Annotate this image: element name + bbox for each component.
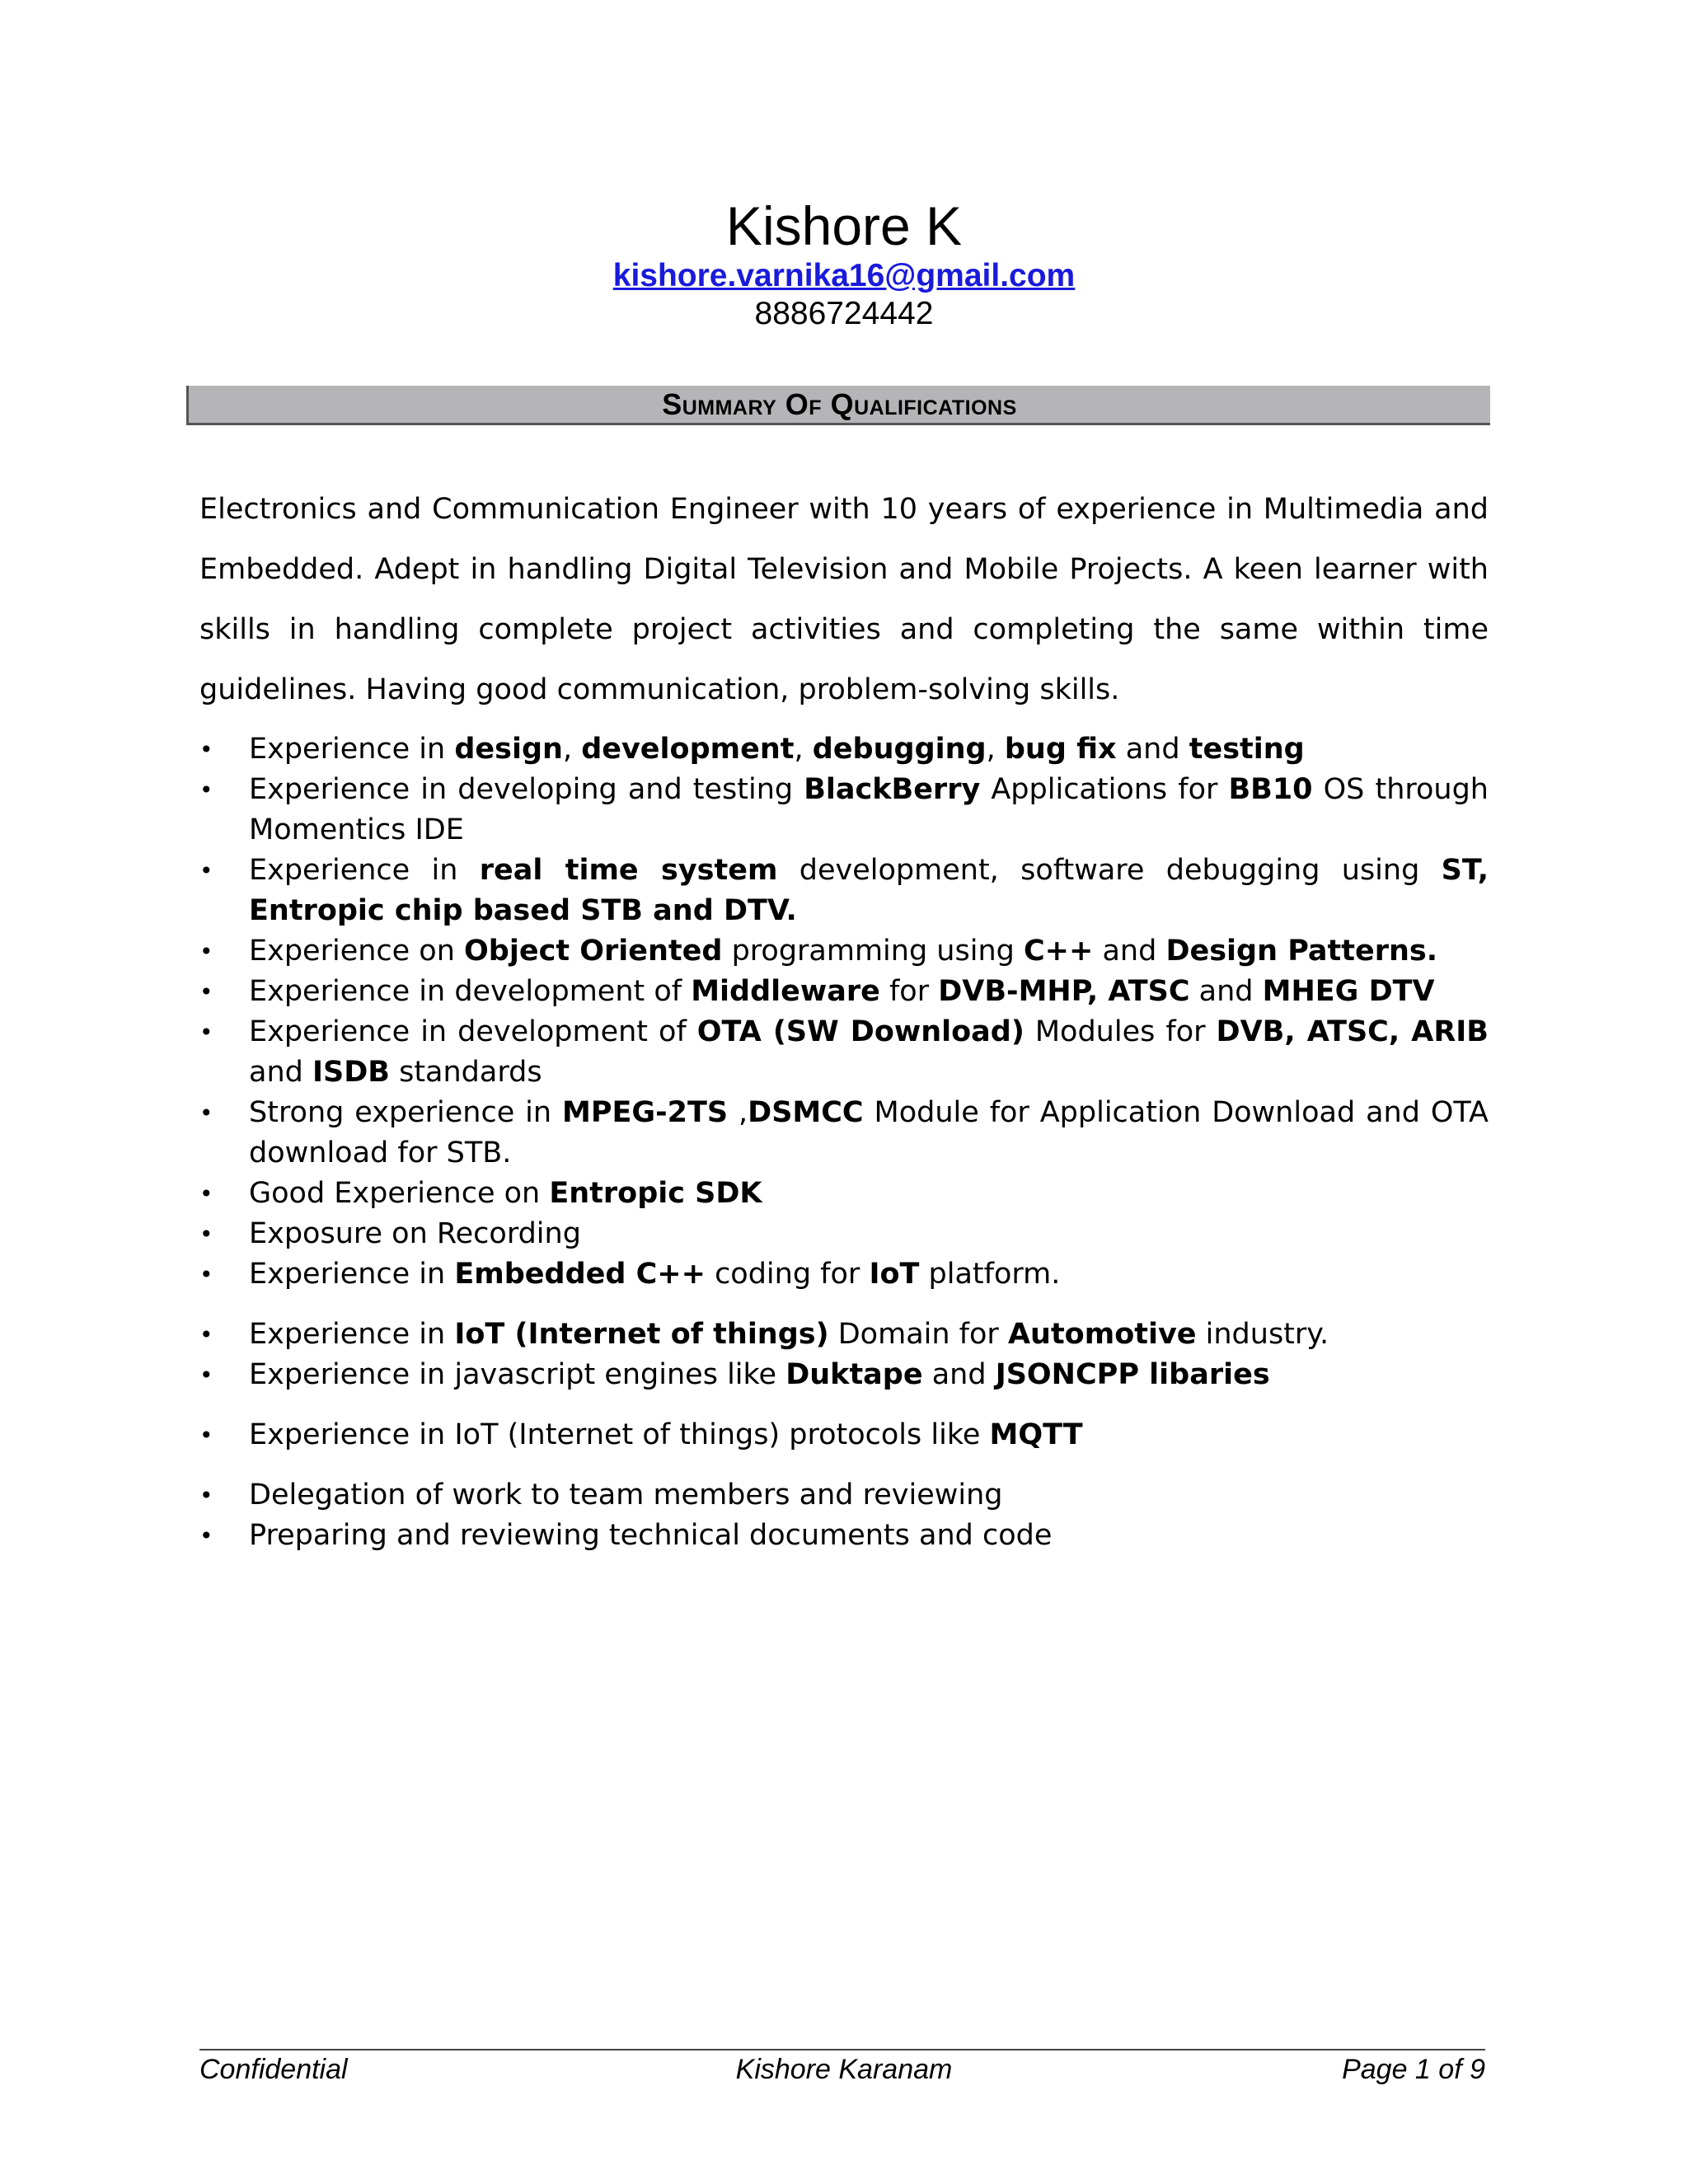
resume-header [0,196,1688,332]
qualification-item [199,1516,1489,1556]
item-text: Experience in [249,1258,455,1291]
bold-text: design [454,733,563,766]
bold-text: JSONCPP libaries [995,1358,1270,1391]
bullet-icon: • [199,736,213,763]
bold-text: Embedded C++ [454,1258,706,1291]
bullet-icon: • [199,1180,213,1207]
bold-text: DVB-MHP, ATSC [938,975,1190,1008]
qualification-item [199,1012,1489,1093]
item-text: and [249,1056,312,1089]
item-text: Applications for [980,773,1229,806]
item-text: , [794,733,813,766]
bold-text: ISDB [312,1056,390,1089]
bold-text: ST, Entropic chip based STB and DTV. [249,854,1489,927]
item-text: Experience in IoT (Internet of things) protocols like [249,1418,990,1451]
item-text: Strong experience in [249,1096,562,1129]
qualification-item [199,1174,1489,1214]
bold-text: Middleware [691,975,880,1008]
item-text: Modules for [1024,1015,1217,1048]
bold-text: DSMCC [748,1096,864,1129]
bold-text: BB10 [1228,773,1313,806]
bold-text: C++ [1023,935,1094,968]
item-text: Exposure on Recording [249,1217,581,1250]
bullet-icon: • [199,776,213,804]
qualification-list [199,729,1489,1556]
item-text: Module for Application Download and OTA download for STB. [249,1096,1489,1169]
item-text: OS through Momentics IDE [249,773,1489,846]
item-text: , [728,1096,748,1129]
bold-text: Duktape [785,1358,923,1391]
footer-divider [199,2049,1485,2050]
summary-paragraph: Electronics and Communication Engineer with 10 years of experience in Multimedia and Embedded. Adept in handling Digital Television and Mobile Projects. A keen learner with skills in handling complete project activities and completing the same within time guidelines. Having good communication, problem-solving skills. [199,493,1489,706]
bold-text: MPEG-2TS [562,1096,729,1129]
item-text: industry. [1196,1318,1329,1351]
bold-text: MQTT [989,1418,1083,1451]
bold-text: Design Patterns. [1165,935,1438,968]
footer-author: Kishore Karanam [735,2054,953,2085]
item-text: Preparing and reviewing technical documents and code [249,1519,1053,1552]
item-text: programming using [722,935,1024,968]
footer-confidential: Confidential [199,2054,348,2085]
bullet-icon: • [199,1321,213,1348]
bullet-icon: • [199,1522,213,1549]
bold-text: testing [1189,733,1305,766]
bullet-icon: • [199,1019,213,1046]
qualification-item [199,1415,1489,1455]
email-link[interactable]: kishore.varnika16@gmail.com [612,257,1076,293]
qualification-item [199,729,1489,770]
item-text: , [986,733,1005,766]
bold-text: bug fix [1004,733,1117,766]
section-title: Summary Of Qualifications [662,387,1017,421]
qualification-item [199,1093,1489,1174]
bold-text: IoT [869,1258,920,1291]
qualification-item [199,931,1489,972]
item-text: and [1116,733,1189,766]
item-text: for [879,975,939,1008]
bold-text: OTA (SW Download) [696,1015,1025,1048]
qualification-item [199,851,1489,931]
bullet-icon: • [199,1099,213,1127]
bold-text: debugging [812,733,987,766]
qualification-item [199,1315,1489,1355]
qualification-item [199,770,1489,851]
bold-text: Automotive [1007,1318,1197,1351]
item-text: and [922,1358,996,1391]
footer-page-number: Page 1 of 9 [1342,2054,1485,2085]
bullet-icon: • [199,1361,213,1389]
item-text: Good Experience on [249,1177,550,1210]
bullet-icon: • [199,1482,213,1509]
item-text: Domain for [828,1318,1008,1351]
qualification-item [199,972,1489,1012]
bullet-icon: • [199,938,213,965]
item-text: and [1189,975,1263,1008]
item-text: platform. [919,1258,1061,1291]
item-text: Experience in [249,733,455,766]
bold-text: Entropic SDK [549,1177,762,1210]
bold-text: development [581,733,795,766]
bullet-icon: • [199,978,213,1005]
item-text: , [562,733,582,766]
bullet-icon: • [199,1422,213,1449]
section-header-bar [186,386,1490,425]
item-text: Experience in development of [249,1015,697,1048]
item-text: and [1093,935,1166,968]
bold-text: real time system [479,854,778,887]
item-text: Experience in [249,854,480,887]
bullet-icon: • [199,1261,213,1288]
qualification-item [199,1355,1489,1395]
item-text: coding for [705,1258,870,1291]
item-text: standards [389,1056,542,1089]
bullet-icon: • [199,1221,213,1248]
item-text: Experience in [249,1318,455,1351]
qualification-item [199,1214,1489,1254]
bold-text: BlackBerry [804,773,981,806]
item-text: Delegation of work to team members and reviewing [249,1479,1003,1511]
item-text: Experience in development of [249,975,692,1008]
phone-number: 8886724442 [754,295,934,331]
bullet-icon: • [199,857,213,884]
bold-text: DVB, ATSC, ARIB [1216,1015,1489,1048]
item-text: Experience on [249,935,465,968]
candidate-name: Kishore K [725,195,963,256]
item-text: development, software debugging using [777,854,1442,887]
item-text: Experience in developing and testing [249,773,804,806]
qualification-item [199,1254,1489,1295]
bold-text: Object Oriented [464,935,723,968]
bold-text: IoT (Internet of things) [454,1318,829,1351]
item-text: Experience in javascript engines like [249,1358,786,1391]
bold-text: MHEG DTV [1262,975,1435,1008]
qualification-item [199,1475,1489,1516]
